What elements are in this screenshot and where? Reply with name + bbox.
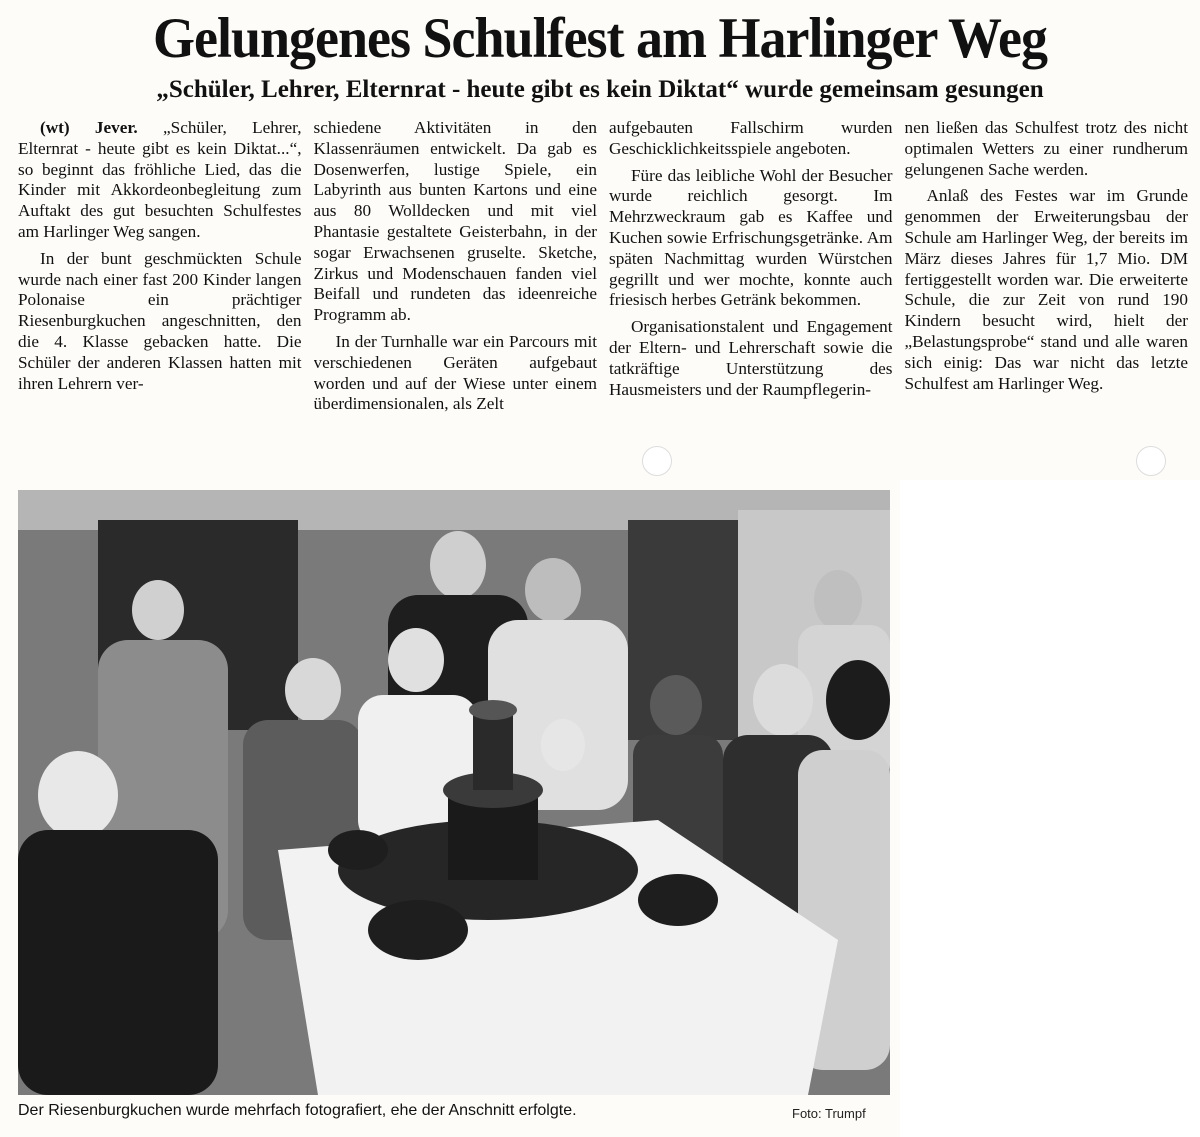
article-photo <box>18 490 890 1095</box>
paragraph: nen ließen das Schulfest trotz des nicht optimalen Wetters zu einer rundherum gelungenen Sache werden. <box>904 118 1188 179</box>
article-subheadline: „Schüler, Lehrer, Elternrat - heute gibt es kein Diktat“ wurde gemeinsam gesungen <box>156 76 1044 103</box>
child-head <box>650 675 702 735</box>
paragraph: Organisationstalent und Engagement der Eltern- und Lehrerschaft sowie die tatkräftige Unterstützung des Hausmeisters und der Raumpflegerin- <box>609 317 893 399</box>
column-3 <box>609 118 893 480</box>
paragraph: Anlaß des Festes war im Grunde genommen der Erweiterungsbau der Schule am Harlinger Weg, der bereits im März dieses Jahres für 1,7 Mio. DM fertiggestellt worden war. Die erweiterte Schule, die zur Zeit von rund 190 Kindern besucht wird, hielt der „Belastungsprobe“ stand und alle waren sich einig: Das war nicht das letzte Schulfest am Harlinger Weg. <box>904 186 1188 393</box>
paragraph: In der Turnhalle war ein Parcours mit verschiedenen Geräten aufgebaut worden und auf der Wiese unter einem überdimensionalen, als Zelt <box>313 331 597 414</box>
person-head <box>525 558 581 622</box>
punch-hole <box>1136 446 1166 476</box>
photo-credit: Foto: Trumpf <box>792 1106 866 1121</box>
column-1 <box>18 118 302 480</box>
child-head <box>753 664 813 736</box>
column-4 <box>905 118 1189 480</box>
photographer-body <box>18 830 218 1095</box>
child-head <box>826 660 890 740</box>
column-2 <box>314 118 598 480</box>
article-headline: Gelungenes Schulfest am Harlinger Weg <box>153 6 1047 70</box>
paragraph-text: „Schüler, Lehrer, Elternrat - heute gibt es kein Diktat...“, so beginnt das fröhliche Lied, das die Kinder mit Akkordeonbegleitung zum Auftakt des gut besuchten Schulfestes am Harlinger Weg sangen. <box>18 118 302 241</box>
person-head <box>132 580 184 640</box>
paragraph: Füre das leibliche Wohl der Besucher wurde reichlich gesorgt. Im Mehrzweckraum gab es Kaffee und Kuchen sowie Erfrischungsgetränke. Am späten Nachmittag wurden Würstchen gegrillt und wer mochte, konnte auch friesisch herbes Getränk bekommen. <box>609 165 893 310</box>
dateline: (wt) Jever. <box>40 118 138 137</box>
cake-turret <box>638 874 718 926</box>
child-head <box>388 628 444 692</box>
paragraph: schiedene Aktivitäten in den Klassenräumen entwickelt. Da gab es Dosenwerfen, lustige Spiele, ein Labyrinth aus bunten Kartons und eine aus 80 Wolldecken und mit viel Phantasie gestaltete Geisterbahn, in der sogar Erwachsenen gruselte. Sketche, Zirkus und Modenschauen fanden viel Beifall und rundeten das ideenreiche Programm ab. <box>313 118 597 325</box>
punch-hole <box>642 446 672 476</box>
paragraph <box>18 118 302 243</box>
cake-turret <box>328 830 388 870</box>
child-head <box>541 719 585 771</box>
cake-spire-top <box>469 700 517 720</box>
child-head <box>285 658 341 722</box>
person-head <box>430 531 486 599</box>
cake-turret <box>368 900 468 960</box>
cake-spire <box>473 710 513 790</box>
article-body <box>18 118 1188 480</box>
photo-illustration <box>18 490 890 1095</box>
photographer-head <box>38 751 118 839</box>
paragraph: In der bunt geschmückten Schule wurde nach einer fast 200 Kinder langen Polonaise ein prächtiger Riesenburgkuchen angeschnitten, den die 4. Klasse gebacken hatte. Die Schüler der anderen Klassen hatten mit ihren Lehrern ver- <box>18 248 302 393</box>
photo-caption: Der Riesenburgkuchen wurde mehrfach fotografiert, ehe der Anschnitt erfolgte. <box>18 1102 577 1119</box>
paragraph: aufgebauten Fallschirm wurden Geschicklichkeitsspiele angeboten. <box>609 118 893 158</box>
blank-area <box>900 480 1200 1137</box>
person-head <box>814 570 862 630</box>
